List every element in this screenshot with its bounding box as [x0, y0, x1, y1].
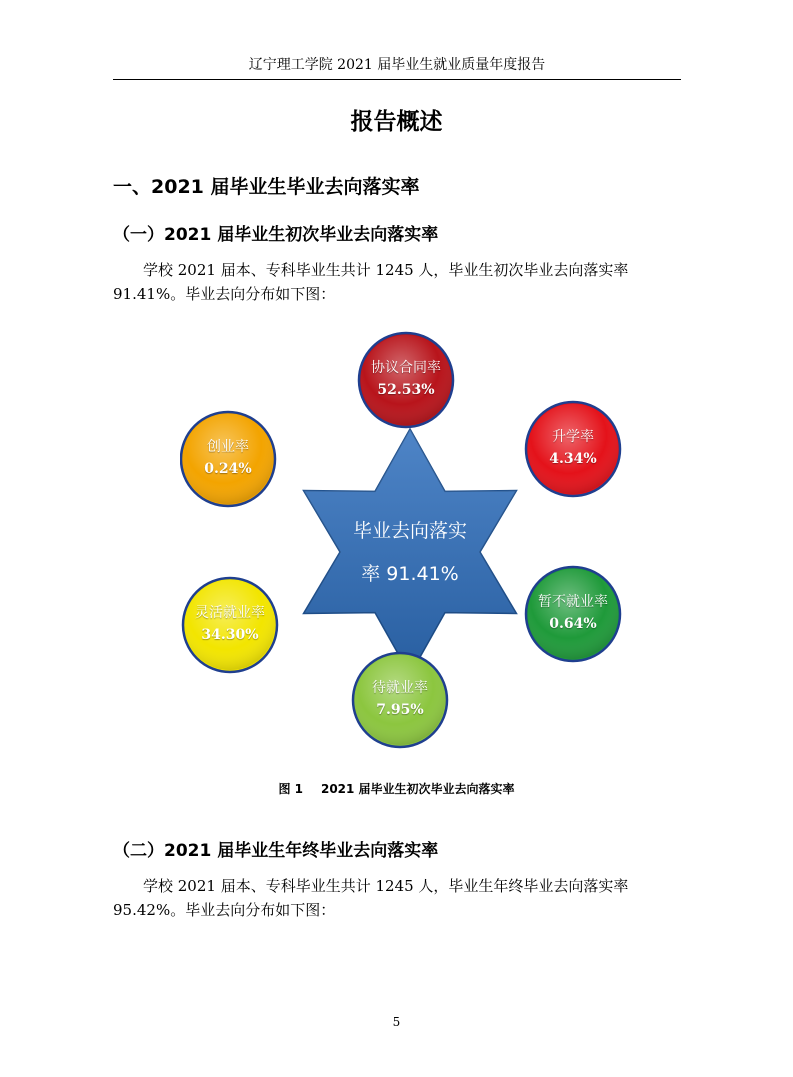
further-study-rate-label: 升学率	[552, 429, 594, 445]
paragraph-initial-rate-text: 学校 2021 届本、专科毕业生共计 1245 人，毕业生初次毕业去向落实率 91.41%。毕业去向分布如下图：	[113, 261, 629, 303]
paragraph-initial-rate	[113, 258, 681, 306]
entrepreneurship-rate-label: 创业率	[207, 439, 249, 455]
not-employed-yet-rate-label: 暂不就业率	[538, 594, 608, 610]
entrepreneurship-rate-value: 0.24%	[204, 461, 252, 477]
awaiting-employment-rate-label: 待就业率	[372, 680, 428, 696]
header-rule	[113, 79, 681, 80]
center-label-line1: 毕业去向落实	[352, 520, 467, 542]
section-heading-1: 一、2021 届毕业生毕业去向落实率	[113, 176, 420, 198]
paragraph-final-rate	[113, 874, 681, 922]
paragraph-final-rate-text: 学校 2021 届本、专科毕业生共计 1245 人，毕业生年终毕业去向落实率 95.42%。毕业去向分布如下图：	[113, 877, 629, 919]
caption-number: 图 1	[278, 782, 303, 796]
further-study-rate-value: 4.34%	[549, 451, 597, 467]
flexible-employment-rate-value: 34.30%	[201, 627, 259, 643]
figure-caption	[0, 780, 793, 798]
not-employed-yet-rate-value: 0.64%	[549, 616, 597, 632]
page-number: 5	[392, 1015, 401, 1029]
awaiting-employment-rate-value: 7.95%	[376, 702, 424, 718]
flexible-employment-rate-label: 灵活就业率	[195, 605, 265, 621]
contract-rate-label: 协议合同率	[371, 360, 441, 376]
page-title: 报告概述	[350, 109, 443, 135]
center-label-line2: 率 91.41%	[361, 563, 459, 585]
subsection-heading-final-rate: （二）2021 届毕业生年终毕业去向落实率	[113, 841, 439, 861]
running-header: 辽宁理工学院 2021 届毕业生就业质量年度报告	[248, 57, 546, 73]
destination-diagram	[180, 322, 640, 772]
subsection-heading-initial-rate: （一）2021 届毕业生初次毕业去向落实率	[113, 225, 439, 245]
contract-rate-value: 52.53%	[377, 382, 435, 398]
star-shape	[304, 429, 517, 675]
caption-text: 2021 届毕业生初次毕业去向落实率	[320, 782, 515, 796]
